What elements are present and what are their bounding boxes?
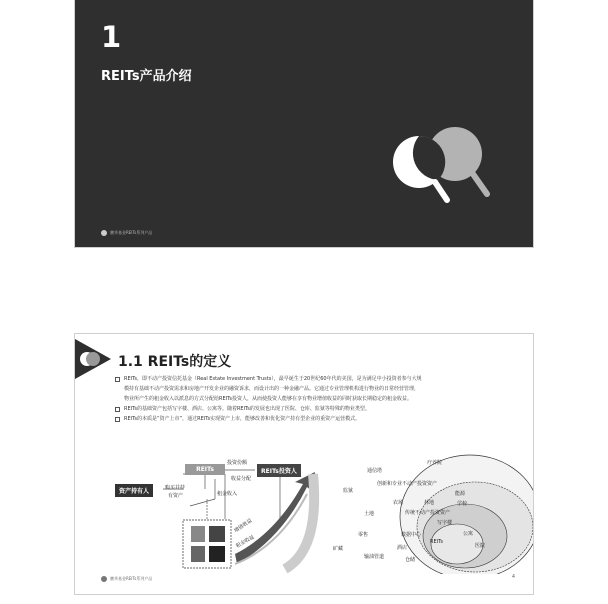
asset-holder-box: 资产持有人	[115, 484, 153, 497]
reits-structure-diagram	[75, 334, 533, 574]
section-title: REITs产品介绍	[101, 69, 192, 84]
farm-label: 农场	[393, 500, 404, 506]
footer-logo	[101, 230, 152, 236]
footer-text: 鹏华基金REITs系列产品	[110, 576, 153, 581]
storage-label: 仓储	[405, 557, 416, 563]
retail-label: 零售	[358, 532, 369, 538]
bullet-text: REITs，即不动产投资信托基金（Real Estate Investment Trusts），最早诞生于20世纪60年代的美国，是为满足中小投资者参与大规	[124, 376, 422, 382]
page-number: 4	[511, 574, 515, 580]
hold-asset-label: 有资产	[168, 493, 184, 499]
appreciation-label: 增值收益	[233, 517, 254, 535]
school-label: 学校	[457, 501, 468, 507]
warehouse-label: 数据中心	[401, 532, 422, 538]
income-dist-label: 收益分配	[231, 476, 252, 482]
slide-title: 1.1 REITs的定义	[118, 354, 232, 370]
invest-fund-label: 投资份额	[227, 460, 248, 466]
forest-label: 林地	[424, 500, 435, 506]
diagram-lines	[75, 334, 533, 574]
footer-logo	[101, 576, 152, 582]
reits-box: REITs	[185, 464, 225, 475]
apartment-label: 公寓	[463, 531, 474, 537]
bullet-text: 物业所产生的租金收入以派息的方式分配给REITs投资人，从而使投资人能够在享有物业增值收益的同时获取长期稳定的租金收益。	[124, 396, 412, 402]
prison-label: 监狱	[343, 488, 354, 494]
land-label: 土地	[364, 511, 375, 517]
pipe-label: 输油管道	[364, 554, 385, 560]
bigtext2-label: 传统不动产投资资产	[405, 510, 451, 516]
bullet-3: REITs的本质是“资产上市”，通过REITs实现资产上市，能够改善和优化资产持有型企业的重资产运营模式。	[115, 414, 525, 424]
tower-label: 通信塔	[367, 468, 383, 474]
section-number: 1	[101, 20, 122, 54]
hotel-label: 酒店	[397, 545, 408, 551]
mine-label: 矿藏	[333, 546, 344, 552]
logo-icon	[101, 576, 107, 582]
reits-center-label: REITs	[430, 539, 443, 545]
magnifier-icon	[389, 126, 509, 206]
energy-label: 能源	[455, 491, 466, 497]
rent-income2-label: 租金收益	[235, 534, 256, 550]
buy-hold-label: 购买并持	[165, 485, 186, 491]
hospital-top-label: 疗养院	[427, 460, 443, 466]
hospital-label: 医院	[475, 543, 486, 549]
logo-icon	[101, 230, 107, 236]
reits-investor-box: REITs投资人	[257, 464, 301, 477]
bullet-text: 模持有基础不动产投资需求和房地产开发企业的融资诉求，而设计出的一种金融产品。它通过专业管理机构进行物业的日常经营管理，	[124, 386, 420, 392]
office-label: 写字楼	[437, 520, 453, 526]
definition-slide	[75, 334, 533, 594]
bullet-2: REITs的基础资产包括写字楼、酒店、公寓等。随着REITs的发展也出现了医院、仓库、监狱等特殊的物业类型。	[115, 404, 525, 414]
footer-text: 鹏华基金REITs系列产品	[110, 230, 153, 235]
bigtext1-label: 创新和专业不动产投资资产	[377, 481, 438, 487]
title-slide	[75, 0, 533, 247]
rent-income-label: 租金收入	[217, 491, 238, 497]
